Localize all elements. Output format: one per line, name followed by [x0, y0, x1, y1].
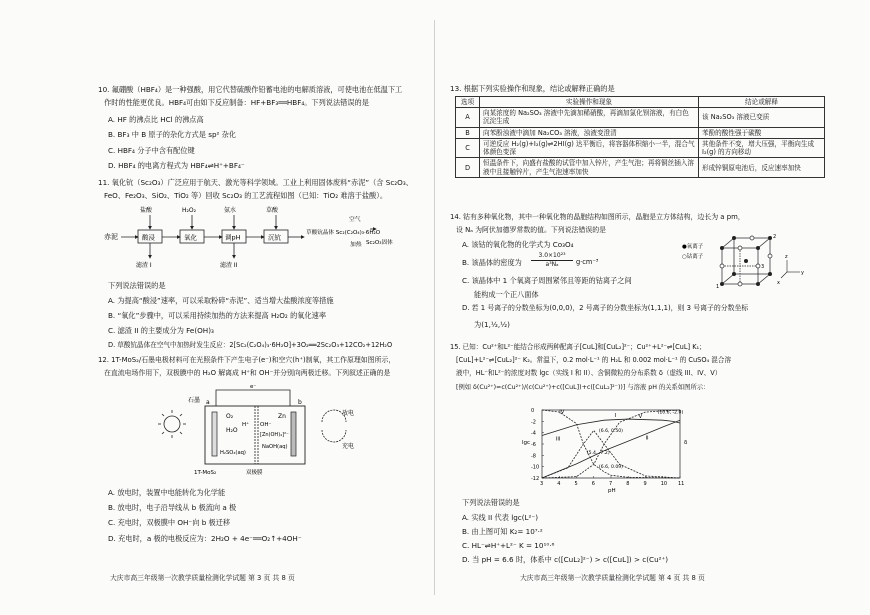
- table-row: [456, 138, 825, 157]
- axis-x-label: x: [777, 280, 780, 286]
- electrode-a: [212, 412, 217, 456]
- q13-header-conclusion: 结论或解释: [699, 97, 825, 108]
- electrode-b-label: b: [298, 399, 302, 406]
- q13-row-a-option: A: [456, 108, 480, 127]
- x-tick-label: 11: [678, 481, 685, 487]
- q13-table: [455, 96, 825, 178]
- q11-option-b: B. “氧化”步骤中，可以采用持续加热的方法来提高 H₂O₂ 的氧化速率: [108, 311, 327, 320]
- ion-label-1: 1: [716, 284, 720, 290]
- q13-row-a-operation: 向某浓度的 Na₂SO₃ 溶液中先滴加稀硝酸，再滴加氯化钡溶液，有白色沉淀生成: [480, 108, 699, 127]
- q13-table-header: [456, 97, 825, 108]
- legend-oxygen: ●氧离子: [682, 244, 704, 250]
- q14-density-fraction: [531, 252, 573, 268]
- discharge-label: 放电: [342, 410, 355, 417]
- y-tick-label: -10: [531, 464, 540, 471]
- q12-option-c: C. 充电时，双极膜中 OH⁻向 b 极迁移: [108, 518, 231, 527]
- sun-icon: [158, 410, 186, 438]
- q13-row-c-option: C: [456, 138, 480, 157]
- q15-option-d: D. 当 pH = 6.6 时，体系中 c([CuL₂]²⁻) > c([CuL]) > c(Cu²⁺): [462, 555, 669, 564]
- flow-reagent-2: H₂O₂: [182, 207, 197, 214]
- q11-line-1: 11. 氧化钪（Sc₂O₃）广泛应用于航天、激光等科学领域。工业上利用固体废料“赤泥”（含 Sc₂O₃、: [98, 178, 413, 187]
- flow-box-oxidize-label: 氧化: [184, 233, 197, 242]
- series-label-I: I: [614, 412, 616, 419]
- footer-right: 大庆市高三年级第一次教学质量检测化学试题 第 4 页 共 8 页: [520, 574, 705, 582]
- series-label-III: III: [555, 436, 561, 443]
- q11-flow-diagram: [104, 204, 404, 272]
- electrode-b: [291, 412, 296, 456]
- q13-row-b-operation: 向苯酚浊液中滴加 Na₂CO₃ 溶液，浊液变澄清: [480, 127, 699, 138]
- x-tick-label: 9: [643, 481, 647, 487]
- q13-row-d-option: D: [456, 158, 480, 177]
- q15-line-4: [例如 δ(Cu²⁺)=c(Cu²⁺)/(c(Cu²⁺)+c([CuL])+c([CuL₂]²⁻))] 与溶液 pH 的关系如图所示：: [456, 384, 710, 391]
- flow-reagent-4: 草酸: [266, 207, 279, 214]
- q15-line-3: 液中，HL⁻和L²⁻的浓度对数 lgc（实线 I 和 II）、含铜微粒的分布系数 δ（虚线 III、IV、V）: [456, 369, 722, 377]
- q14-crystal-cell: [682, 232, 810, 294]
- electrode-a-label: a: [206, 399, 210, 406]
- q11-line-2: FeO、Fe₂O₃、SiO₂、TiO₂ 等）回收 Sc₂O₃ 的工艺流程如图（已知：TiO₂ 难溶于盐酸）。: [104, 191, 388, 200]
- cell-hplus: H⁺: [242, 422, 250, 428]
- q15-line-2: [CuL]+L²⁻⇌[CuL₂]²⁻ K₂。常温下，0.2 mol·L⁻¹ 的 H₂L 和 0.002 mol·L⁻¹ 的 CuSO₄ 混合溶: [456, 356, 732, 364]
- q12-cell-diagram: [150, 382, 370, 482]
- x-tick-label: 5: [574, 481, 578, 487]
- q14-option-b: B. 该晶体的密度为: [462, 258, 522, 267]
- ion-label-2: 2: [773, 234, 777, 240]
- series-label-II: II: [645, 435, 649, 442]
- q13-row-c-conclusion: 其他条件不变，增大压强，平衡向生成 I₂(g) 的方向移动: [699, 138, 825, 157]
- q14-density-denominator: a³Nₐ: [545, 260, 559, 268]
- q12-option-d: D. 充电时，a 极的电极反应为：2H₂O + 4e⁻══O₂↑+4OH⁻: [108, 534, 302, 543]
- table-row: [456, 127, 825, 138]
- flow-box-leach-label: 酸浸: [142, 233, 155, 242]
- flow-box-ph-label: 调pH: [225, 233, 241, 242]
- q14-density-numerator: 3.0×10²³: [531, 252, 573, 261]
- cell-membrane-label: 双极膜: [246, 470, 263, 476]
- x-tick-label: 8: [626, 481, 630, 487]
- y-tick-label: -2: [531, 419, 536, 426]
- y-axis-label-left: lgc: [522, 440, 531, 446]
- x-tick-label: 3: [540, 481, 544, 487]
- axis-y-label: y: [801, 270, 804, 276]
- cell-left-solution: H₂SO₄(aq): [220, 450, 246, 456]
- cell-o2: O₂: [226, 413, 234, 420]
- q12-line-2: 在直流电场作用下，双极膜中的 H₂O 解离成 H⁺和 OH⁻并分别向两极迁移。下列叙述正确的是: [104, 369, 391, 377]
- charge-label: 充电: [342, 443, 355, 450]
- q10-option-c: C. HBF₄ 分子中含有配位键: [108, 146, 195, 155]
- y-tick-label: -12: [531, 476, 540, 482]
- q13-row-a-conclusion: 该 Na₂SO₃ 溶液已变质: [699, 108, 825, 127]
- q14-option-d-cont: 为(1,½,½): [474, 320, 510, 329]
- cell-ohminus: OH⁻: [260, 422, 272, 428]
- q14-option-c-cont: 能构成一个正八面体: [474, 290, 539, 299]
- q14-line-1: 14. 钴有多种氧化物，其中一种氧化物的晶胞结构如图所示，晶胞是立方体结构，边长为 a pm，: [450, 213, 745, 221]
- y-tick-label: 0: [531, 408, 535, 414]
- q10-line-1: 10. 氟硼酸（HBF₄）是一种强酸，用它代替硫酸作铅蓄电池的电解质溶液，可使电池在低温下工: [98, 85, 403, 94]
- flow-final: Sc₂O₃固体: [366, 240, 393, 246]
- q14-option-a: A. 该钴的氧化物的化学式为 Co₃O₄: [462, 240, 574, 249]
- q11-option-c: C. 滤渣 II 的主要成分为 Fe(OH)₃: [108, 326, 214, 335]
- q12-option-b: B. 放电时，电子沿导线从 b 极流向 a 极: [108, 503, 237, 512]
- flow-reagent-1: 盐酸: [140, 207, 153, 214]
- q13-header-operation: 实验操作和现象: [480, 97, 699, 108]
- axis-z-label: z: [785, 254, 788, 260]
- q14-line-2: 设 Nₐ 为阿伏加德罗常数的值。下列说法错误的是: [456, 226, 607, 234]
- q14-density-unit: g·cm⁻³: [576, 258, 599, 266]
- flow-start: 赤泥: [104, 233, 118, 241]
- q13-row-c-operation: 可逆反应 H₂(g)+I₂(g)⇌2HI(g) 达平衡后，将容器体积缩小一半，混合气体颜色变深: [480, 138, 699, 157]
- q10-option-a: A. HF 的沸点比 HCl 的沸点高: [108, 115, 204, 124]
- cell-right-solution: NaOH(aq): [262, 444, 288, 450]
- q10-option-b: B. BF₃ 中 B 原子的杂化方式是 sp² 杂化: [108, 130, 237, 139]
- flow-waste-2: 滤渣 II: [220, 262, 238, 269]
- y-tick-label: -6: [531, 442, 536, 448]
- q10-line-2: 作时的性能更优良。HBF₄可由如下反应制备：HF+BF₃══HBF₄。下列说法错误的是: [104, 98, 369, 107]
- series-line-IV: [542, 430, 680, 478]
- cell-mos2-label: 1T-MoS₂: [194, 470, 217, 476]
- x-tick-label: 7: [609, 481, 613, 487]
- q12-line-1: 12. 1T-MoS₂/石墨电极材料可在光照条件下产生电子(e⁻)和空穴(h⁺)制氧，其工作原理如图所示，: [98, 356, 396, 364]
- series-label-V: V: [638, 414, 643, 421]
- flow-waste-1: 滤渣 I: [136, 262, 152, 269]
- q15-line-1: 15. 已知：Cu²⁺和L²⁻能结合形成两种配离子[CuL]和[CuL₂]²⁻；Cu²⁺+L²⁻⇌[CuL] K₁；: [450, 343, 706, 351]
- legend-cobalt: ○钴离子: [682, 254, 704, 260]
- flow-reagent-3: 氨水: [224, 207, 237, 214]
- q11-option-d: D. 草酸钪晶体在空气中加热时发生反应：2[Sc₂(C₂O₄)₃·6H₂O]+3O₂══2Sc₂O₃+12CO₂+12H₂O: [108, 341, 393, 349]
- flow-box-precip-label: 沉钪: [268, 233, 281, 242]
- annotation-label: (6.6, 0.09): [598, 464, 623, 470]
- q15-option-b: B. 由上图可知 K₂= 10⁷·²: [462, 527, 543, 536]
- q15-option-a: A. 实线 II 代表 lgc(L²⁻): [462, 513, 539, 522]
- x-axis-label: pH: [608, 488, 616, 494]
- q11-question: 下列说法错误的是: [108, 281, 166, 290]
- q13-row-b-option: B: [456, 127, 480, 138]
- table-row: [456, 158, 825, 177]
- q15-chart: [520, 404, 700, 496]
- q13-header-option: 选项: [456, 97, 480, 108]
- flow-air: 空气: [349, 217, 361, 223]
- annotation-label: (10.6, -2.0): [657, 410, 684, 416]
- cell-h2o: H₂O: [226, 427, 238, 434]
- series-label-IV: IV: [559, 409, 565, 416]
- cell-zn: Zn: [278, 413, 286, 420]
- q13-row-d-conclusion: 形成锌铜原电池后，反应速率加快: [699, 158, 825, 177]
- x-tick-label: 10: [660, 481, 668, 487]
- ion-label-3: 3: [761, 264, 765, 270]
- q13-row-d-operation: 恒温条件下，向盛有盐酸的试管中加入锌片，产生气泡；再将铜丝插入溶液中且接触锌片，产生气泡速率加快: [480, 158, 699, 177]
- cell-electron-label: e⁻: [250, 384, 257, 390]
- q13-line: 13. 根据下列实验操作和现象，结论或解释正确的是: [450, 84, 615, 93]
- q14-option-d: D. 若 1 号离子的分数坐标为(0,0,0)，2 号离子的分数坐标为(1,1,1)，则 3 号离子的分数坐标: [462, 304, 749, 312]
- flow-heat: 加热: [350, 242, 362, 248]
- page-divider: [434, 20, 435, 595]
- annotation-label: (6.6, 0.50): [598, 428, 623, 434]
- q12-option-a: A. 放电时，装置中电能转化为化学能: [108, 488, 226, 497]
- flow-product: 草酸钪晶体 Sc₂(C₂O₄)₃·6H₂O: [306, 230, 381, 236]
- footer-left: 大庆市高三年级第一次教学质量检测化学试题 第 3 页 共 8 页: [110, 574, 295, 582]
- y-tick-label: -4: [531, 430, 536, 437]
- x-tick-label: 6: [591, 481, 595, 487]
- annotation-label: (5.4, -7.2): [586, 451, 610, 457]
- q10-option-d: D. HBF₄ 的电离方程式为 HBF₄⇌H⁺+BF₄⁻: [108, 161, 245, 170]
- q15-option-c: C. HL⁻⇌H⁺+L²⁻ K = 10¹⁰·⁶: [462, 541, 555, 550]
- q14-option-c: C. 该晶体中 1 个氧离子周围紧邻且等距的钴离子之间: [462, 276, 632, 285]
- x-tick-label: 4: [557, 481, 561, 487]
- y-axis-label-right: δ: [684, 440, 688, 446]
- table-row: [456, 108, 825, 127]
- q15-question: 下列说法错误的是: [462, 498, 520, 507]
- q13-row-b-conclusion: 苯酚的酸性强于碳酸: [699, 127, 825, 138]
- y-tick-label: -8: [531, 453, 536, 460]
- cell-zincate: [Zn(OH)₄]²⁻: [260, 432, 289, 438]
- q11-option-a: A. 为提高“酸浸”速率，可以采取粉碎“赤泥”、适当增大盐酸浓度等措施: [108, 296, 334, 305]
- graphite-label: 石墨: [188, 397, 201, 404]
